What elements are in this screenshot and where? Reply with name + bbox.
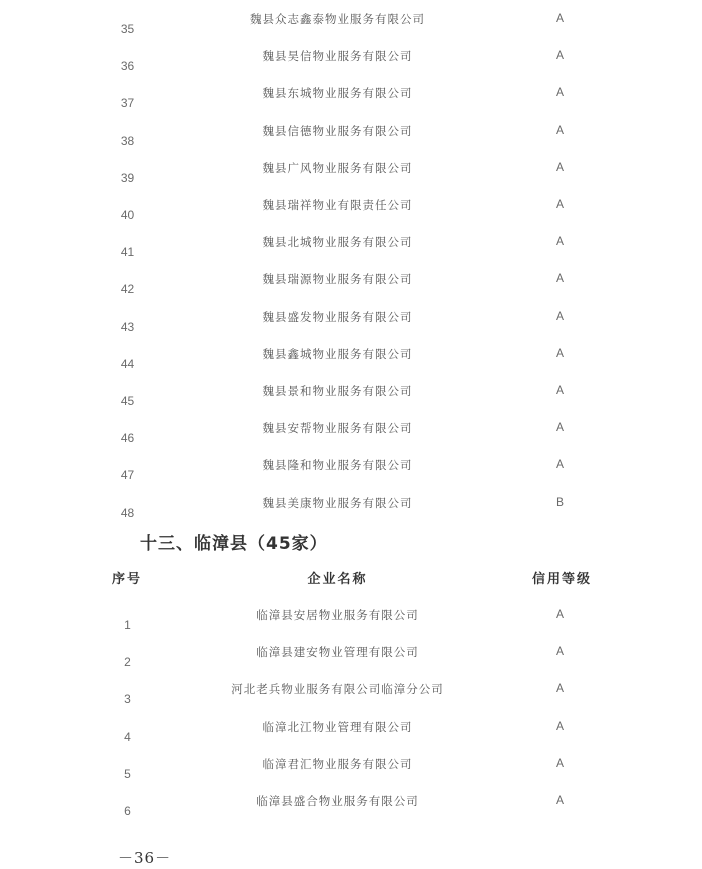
row-number: 3 [124, 692, 131, 707]
credit-grade: A [555, 718, 564, 733]
row-number: 46 [120, 431, 135, 446]
credit-grade: A [555, 681, 564, 696]
table-row [0, 604, 702, 641]
table-row [0, 8, 702, 45]
table-row [0, 716, 702, 753]
row-number: 44 [120, 356, 135, 371]
credit-grade: A [555, 197, 564, 211]
table-row [0, 753, 702, 790]
company-name: 魏县盛发物业服务有限公司 [262, 309, 413, 324]
row-number: 43 [120, 319, 135, 334]
row-number: 36 [120, 59, 135, 74]
credit-grade: A [555, 48, 564, 63]
company-name: 魏县景和物业服务有限公司 [262, 384, 413, 398]
company-name: 河北老兵物业服务有限公司临漳分公司 [231, 682, 444, 697]
row-number: 40 [120, 208, 135, 222]
table-row [0, 790, 702, 827]
credit-grade: A [555, 457, 564, 472]
company-name: 魏县美康物业服务有限公司 [262, 495, 413, 510]
row-number: 38 [120, 133, 135, 148]
company-name: 临漳北江物业管理有限公司 [262, 719, 413, 734]
row-number: 1 [124, 618, 131, 632]
company-name: 临漳县盛合物业服务有限公司 [256, 794, 419, 808]
company-name: 魏县北城物业服务有限公司 [262, 235, 413, 250]
credit-grade: A [555, 420, 564, 435]
table-row [0, 417, 702, 454]
row-number: 37 [120, 96, 135, 111]
credit-grade: A [555, 793, 564, 807]
table-row [0, 231, 702, 268]
company-name: 魏县众志鑫泰物业服务有限公司 [250, 12, 425, 26]
company-name: 魏县广风物业服务有限公司 [262, 160, 413, 175]
table-row [0, 380, 702, 417]
credit-grade: A [555, 271, 564, 286]
company-name: 魏县瑞源物业服务有限公司 [262, 272, 413, 287]
credit-grade: A [555, 755, 564, 770]
row-number: 35 [120, 22, 135, 36]
row-number: 2 [124, 655, 131, 670]
table-row [0, 492, 702, 529]
row-number: 48 [120, 505, 135, 520]
table-row [0, 678, 702, 715]
company-name: 魏县隆和物业服务有限公司 [262, 458, 413, 473]
table-row [0, 343, 702, 380]
section-heading: 十三、临漳县（45家） [140, 534, 328, 554]
row-number: 5 [124, 766, 131, 781]
row-number: 47 [120, 468, 135, 483]
company-name: 魏县安帮物业服务有限公司 [262, 421, 413, 436]
table-row [0, 306, 702, 343]
page-number: －36－ [118, 849, 172, 867]
row-number: 41 [120, 245, 135, 260]
table-header [0, 568, 702, 592]
row-number: 6 [124, 804, 131, 818]
column-header-company-name: 企业名称 [307, 572, 368, 587]
credit-grade: A [555, 11, 564, 25]
table-row [0, 194, 702, 231]
row-number: 42 [120, 282, 135, 297]
credit-grade: A [555, 383, 564, 397]
credit-grade: A [555, 644, 564, 659]
company-name: 魏县东城物业服务有限公司 [262, 86, 413, 101]
table-row [0, 157, 702, 194]
company-name: 魏县昊信物业服务有限公司 [262, 49, 413, 64]
credit-grade: A [555, 607, 564, 621]
table-row [0, 268, 702, 305]
company-name: 魏县鑫城物业服务有限公司 [262, 346, 413, 361]
credit-grade: B [555, 494, 564, 509]
table-row [0, 641, 702, 678]
row-number: 39 [120, 170, 135, 185]
table-row [0, 45, 702, 82]
credit-grade: A [555, 308, 564, 323]
column-header-number: 序号 [112, 572, 143, 587]
row-number: 45 [120, 394, 135, 408]
company-name: 临漳君汇物业服务有限公司 [262, 756, 413, 771]
credit-grade: A [555, 234, 564, 249]
credit-grade: A [555, 159, 564, 174]
company-name: 魏县瑞祥物业有限责任公司 [262, 198, 413, 212]
table-row [0, 82, 702, 119]
column-header-credit-grade: 信用等级 [532, 572, 593, 587]
company-name: 临漳县安居物业服务有限公司 [256, 608, 419, 622]
credit-grade: A [555, 85, 564, 100]
row-number: 4 [124, 729, 131, 744]
company-name: 临漳县建安物业管理有限公司 [256, 645, 419, 660]
credit-grade: A [555, 122, 564, 137]
company-name: 魏县信德物业服务有限公司 [262, 123, 413, 138]
table-row [0, 454, 702, 491]
table-row [0, 120, 702, 157]
credit-grade: A [555, 345, 564, 360]
